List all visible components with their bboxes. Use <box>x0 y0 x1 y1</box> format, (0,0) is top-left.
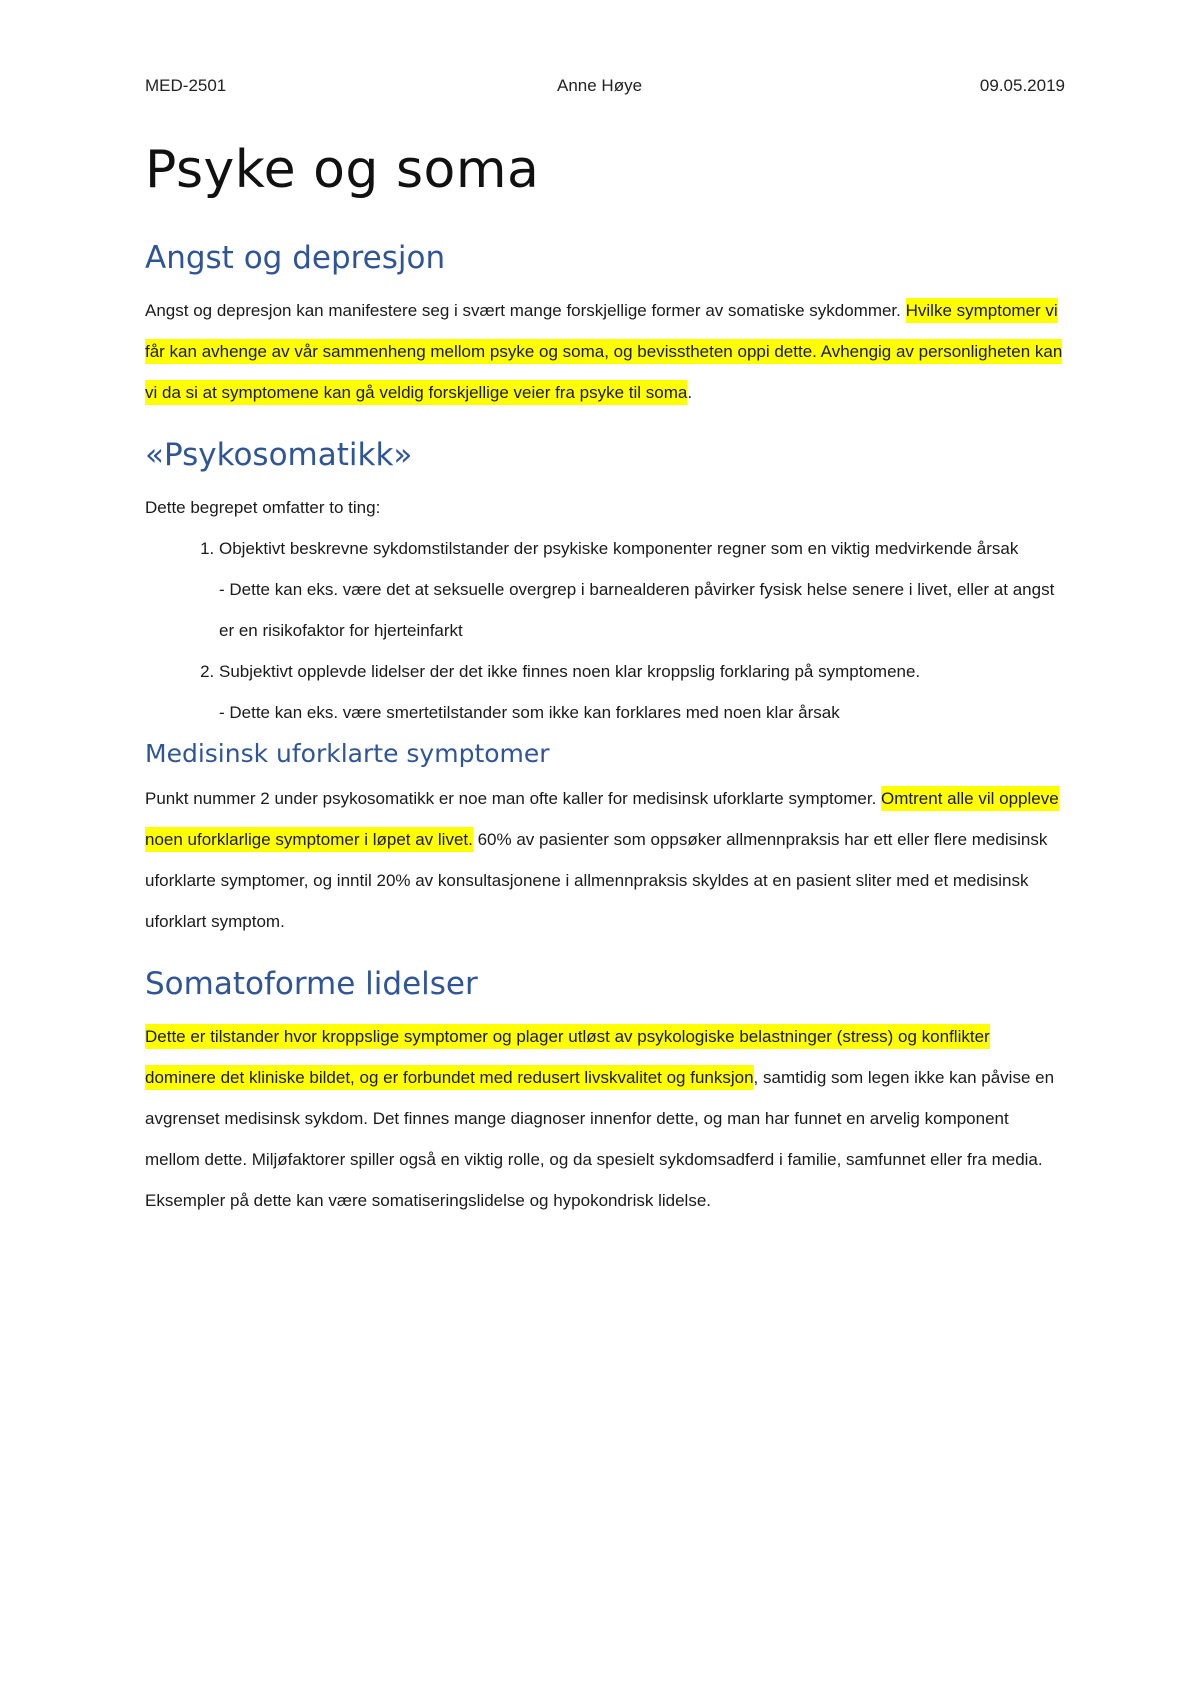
header-author: Anne Høye <box>557 76 643 95</box>
paragraph-somatoforme-highlight: Dette er tilstander hvor kroppslige symptomer og plager utløst av psykologiske belastninger (stress) og konflikter dominere det kliniske bildet, og er forbundet med redusert livskvalitet og funksjon <box>145 1024 990 1090</box>
paragraph-psykosomatikk-intro: Dette begrepet omfatter to ting: <box>145 498 381 517</box>
section-heading-angst: Angst og depresjon <box>145 240 446 276</box>
numbered-list <box>145 528 1065 733</box>
document-body <box>145 140 1065 1245</box>
section-heading-somatoforme: Somatoforme lidelser <box>145 966 478 1002</box>
page-header <box>145 76 1065 100</box>
paragraph-angst-highlight: Hvilke symptomer vi får kan avhenge av vår sammenheng mellom psyke og soma, og bevisstheten oppi dette. Avhengig av personligheten kan vi da si at symptomene kan gå veldig forskjellige veier fra psyke til soma <box>145 298 1062 405</box>
paragraph-somatoforme-plain: , samtidig som legen ikke kan påvise en avgrenset medisinsk sykdom. Det finnes mange diagnoser innenfor dette, og man har funnet en arvelig komponent mellom dette. Miljøfaktorer spiller også en viktig rolle, og da spesielt sykdomsadferd i familie, samfunnet eller fra media. Eksempler på dette kan være somatiseringslidelse og hypokondrisk lidelse. <box>145 1068 1055 1210</box>
list-item <box>219 651 1065 733</box>
paragraph-muf <box>145 778 1065 942</box>
section-heading-psykosomatikk: «Psykosomatikk» <box>145 437 413 473</box>
paragraph-angst-plain: Angst og depresjon kan manifestere seg i svært mange forskjellige former av somatiske sykdommer. <box>145 301 906 320</box>
list-item-note: - Dette kan eks. være smertetilstander som ikke kan forklares med noen klar årsak <box>219 703 840 722</box>
paragraph-angst-tail: . <box>687 383 693 402</box>
paragraph-muf-plain-1: Punkt nummer 2 under psykosomatikk er noe man ofte kaller for medisinsk uforklarte symptomer. <box>145 789 882 808</box>
document-title: Psyke og soma <box>145 140 540 200</box>
list-item <box>219 528 1065 651</box>
paragraph-angst <box>145 290 1065 413</box>
paragraph-muf-plain-2: 60% av pasienter som oppsøker allmennpraksis har ett eller flere medisinsk uforklarte symptomer, og inntil 20% av konsultasjonene i allmennpraksis skyldes at en pasient sliter med et medisinsk uforklart symptom. <box>145 830 1048 931</box>
list-item-note: - Dette kan eks. være det at seksuelle overgrep i barnealderen påvirker fysisk helse senere i livet, eller at angst er en risikofaktor for hjerteinfarkt <box>219 580 1055 640</box>
list-item-text: Objektivt beskrevne sykdomstilstander der psykiske komponenter regner som en viktig medvirkende årsak <box>219 539 1019 558</box>
list-item-text: Subjektivt opplevde lidelser der det ikke finnes noen klar kroppslig forklaring på symptomene. <box>219 662 921 681</box>
paragraph-muf-highlight: Omtrent alle vil oppleve noen uforklarlige symptomer i løpet av livet. <box>145 786 1059 852</box>
subsection-heading-muf: Medisinsk uforklarte symptomer <box>145 739 550 768</box>
paragraph-somatoforme <box>145 1016 1065 1221</box>
header-date: 09.05.2019 <box>979 76 1065 95</box>
header-course-code: MED-2501 <box>145 76 227 95</box>
